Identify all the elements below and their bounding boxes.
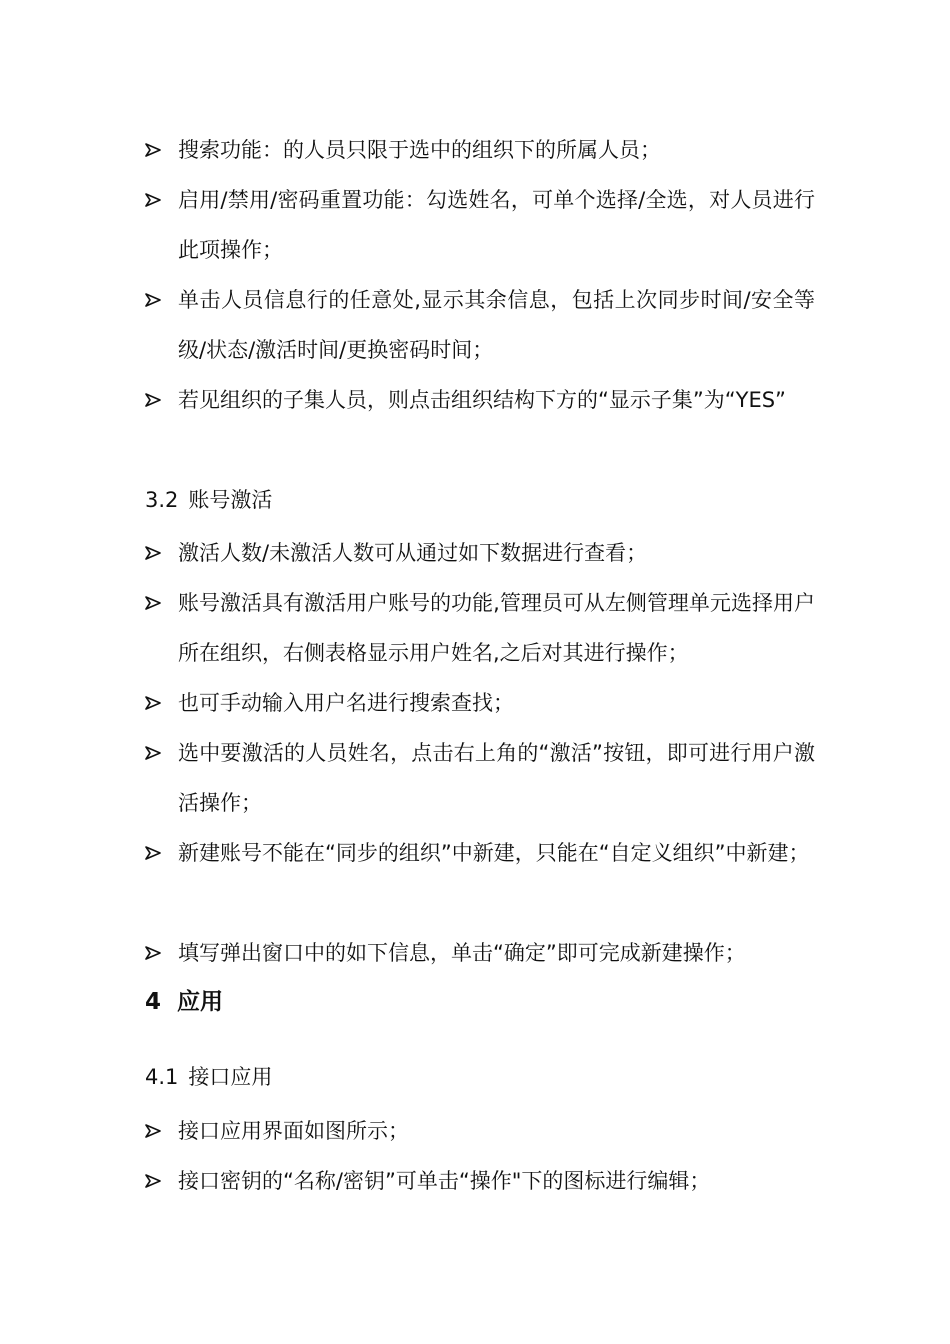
section-title: 接口应用 [188,1065,273,1089]
bullet-text: 也可手动输入用户名进行搜索查找； [178,691,514,715]
chapter-heading [145,977,223,1027]
bullet-item [145,1106,815,1156]
bullet-text: 若见组织的子集人员，则点击组织结构下方的“显示子集”为“YES” [178,388,786,412]
bullet-item [145,928,815,978]
bullet-item [145,578,815,678]
arrow-bullet-icon [145,375,167,425]
bullet-text: 启用/禁用/密码重置功能：勾选姓名，可单个选择/全选，对人员进行此项操作； [178,188,815,262]
bullet-text: 搜索功能：的人员只限于选中的组织下的所属人员； [178,138,661,162]
section-number: 3.2 [145,488,179,512]
arrow-bullet-icon [145,678,167,728]
arrow-bullet-icon [145,828,167,878]
bullet-text: 单击人员信息行的任意处,显示其余信息，包括上次同步时间/安全等级/状态/激活时间/更换密码时间； [178,288,815,362]
section-heading [145,475,272,525]
arrow-bullet-icon [145,175,167,225]
bullet-item [145,125,815,175]
chapter-title: 应用 [177,989,224,1015]
bullet-text: 选中要激活的人员姓名，点击右上角的“激活”按钮，即可进行用户激活操作； [178,741,815,815]
arrow-bullet-icon [145,578,167,628]
bullet-item [145,1156,815,1206]
bullet-text: 接口密钥的“名称/密钥”可单击“操作"下的图标进行编辑； [178,1169,711,1193]
section-number: 4.1 [145,1065,179,1089]
bullet-item [145,375,815,425]
bullet-text: 激活人数/未激活人数可从通过如下数据进行查看； [178,541,648,565]
arrow-bullet-icon [145,1106,167,1156]
bullet-item [145,275,815,375]
section-heading [145,1052,272,1102]
bullet-item [145,678,815,728]
section-title: 账号激活 [188,488,273,512]
arrow-bullet-icon [145,528,167,578]
arrow-bullet-icon [145,275,167,325]
chapter-number: 4 [145,989,162,1015]
bullet-text: 接口应用界面如图所示； [178,1119,409,1143]
bullet-item [145,828,815,878]
bullet-text: 新建账号不能在“同步的组织”中新建，只能在“自定义组织”中新建； [178,841,810,865]
arrow-bullet-icon [145,125,167,175]
bullet-item [145,728,815,828]
bullet-text: 填写弹出窗口中的如下信息，单击“确定”即可完成新建操作； [178,941,746,965]
arrow-bullet-icon [145,728,167,778]
arrow-bullet-icon [145,1156,167,1206]
arrow-bullet-icon [145,928,167,978]
bullet-text: 账号激活具有激活用户账号的功能,管理员可从左侧管理单元选择用户所在组织，右侧表格显示用户姓名,之后对其进行操作； [178,591,815,665]
bullet-item [145,175,815,275]
bullet-item [145,528,815,578]
